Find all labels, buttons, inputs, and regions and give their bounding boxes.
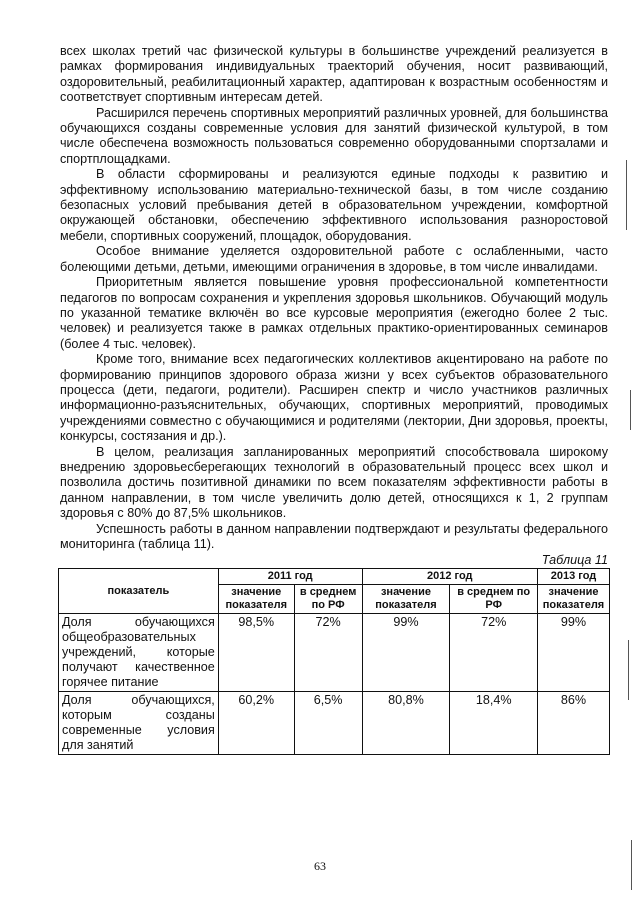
paragraph-2: Расширился перечень спортивных мероприятий различных уровней, для большинства обучающихся созданы современные условия для занятий физической культурой, в том числе обеспечена возможность пользоваться современно оборудованными спортзалами и спортплощадками. (60, 105, 608, 166)
cell-avg-2011: 6,5% (294, 692, 362, 755)
scan-edge-mark (626, 160, 627, 230)
header-value-2011: значение показателя (218, 585, 294, 614)
table-row (59, 692, 610, 755)
paragraph-6: Кроме того, внимание всех педагогических коллективов акцентировано на работе по формированию принципов здорового образа жизни у всех субъектов образовательного процесса (дети, педагоги, родители). Расширен спектр и число участников различных информационно-разъяснительных, обучающих, спортивных мероприятий, проводимых учреждениями совместно с обучающимися и родителями (лектории, Дни здоровья, проекты, конкурсы, состязания и др.). (60, 352, 608, 444)
cell-value-2011: 98,5% (218, 614, 294, 692)
header-value-2013: значение показателя (538, 585, 610, 614)
paragraph-5: Приоритетным является повышение уровня профессиональной компетентности педагогов по вопросам сохранения и укрепления здоровья школьников. Обучающий модуль по указанной тематике включён во все курсовые мероприятия (ежегодно более 2 тыс. человек) и реализуется также в рамках отдельных практико-ориентированных семинаров (более 4 тыс. человек). (60, 275, 608, 351)
scan-edge-mark (631, 840, 632, 890)
row-label: Доля обучающихся, которым созданы современные условия для занятий (59, 692, 219, 755)
cell-avg-2011: 72% (294, 614, 362, 692)
header-year-2012: 2012 год (362, 569, 537, 585)
cell-value-2013: 99% (538, 614, 610, 692)
paragraph-1: всех школах третий час физической культуры в большинстве учреждений реализуется в рамках формирования индивидуальных траекторий обучения, носит развивающий, оздоровительный, реабилитационный характер, адаптирован к возрастным особенностям и соответствует спортивным интересам детей. (60, 44, 608, 105)
paragraph-7: В целом, реализация запланированных мероприятий способствовала широкому внедрению здоровьесберегающих технологий в образовательный процесс всех школ и позволила достичь позитивной динамики по всем показателям эффективности работы в данном направлении, в том числе увеличить долю детей, относящихся к 1, 2 группам здоровья с 80% до 87,5% школьников. (60, 444, 608, 521)
cell-value-2011: 60,2% (218, 692, 294, 755)
document-page (60, 44, 608, 755)
table-11 (58, 568, 610, 755)
row-label: Доля обучающихся общеобразовательных учреждений, которые получают качественное горячее питание (59, 614, 219, 692)
scan-edge-mark (630, 390, 631, 430)
cell-value-2013: 86% (538, 692, 610, 755)
cell-avg-2012: 72% (450, 614, 538, 692)
table-row (59, 614, 610, 692)
header-value-2012: значение показателя (362, 585, 450, 614)
table-header-years (59, 569, 610, 585)
paragraph-8: Успешность работы в данном направлении подтверждают и результаты федерального мониторинга (таблица 11). (60, 521, 608, 551)
cell-value-2012: 99% (362, 614, 450, 692)
header-avg-2011: в среднем по РФ (294, 585, 362, 614)
paragraph-4: Особое внимание уделяется оздоровительной работе с ослабленными, часто болеющими детьми, детьми, имеющими ограничения в здоровье, в том числе инвалидами. (60, 244, 608, 274)
cell-value-2012: 80,8% (362, 692, 450, 755)
header-indicator: показатель (59, 569, 219, 614)
header-year-2011: 2011 год (218, 569, 362, 585)
header-avg-2012: в среднем по РФ (450, 585, 538, 614)
table-caption: Таблица 11 (541, 553, 608, 568)
header-year-2013: 2013 год (538, 569, 610, 585)
paragraph-3: В области сформированы и реализуются единые подходы к развитию и эффективному использованию материально-технической базы, в том числе созданию безопасных условий пребывания детей в образовательном учреждении, комфортной окружающей обстановки, обеспечению эффективного использования разноростовой мебели, спортивных сооружений, площадок, оборудования. (60, 167, 608, 243)
scan-edge-mark (628, 640, 629, 700)
cell-avg-2012: 18,4% (450, 692, 538, 755)
page-number: 63 (314, 859, 326, 873)
